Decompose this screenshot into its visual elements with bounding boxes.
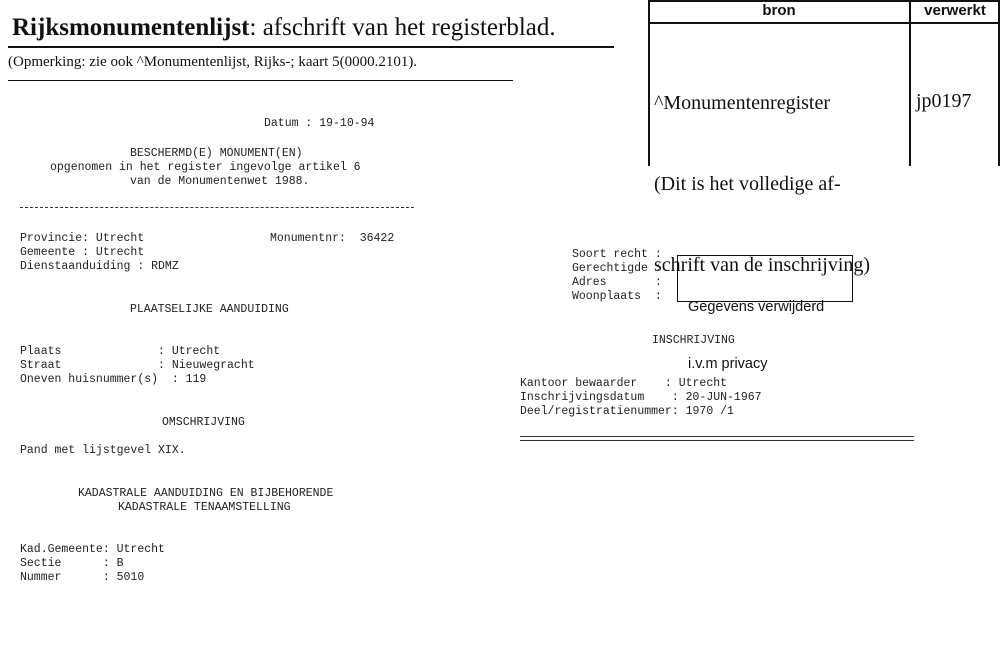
bron-line: ^Monumentenregister bbox=[654, 92, 831, 114]
owner-label-adres: Adres : bbox=[572, 276, 662, 289]
field-inschrijvingsdatum: Inschrijvingsdatum : 20-JUN-1967 bbox=[520, 391, 762, 404]
field-kantoor-bewaarder: Kantoor bewaarder : Utrecht bbox=[520, 377, 728, 390]
field-straat: Straat : Nieuwegracht bbox=[20, 359, 255, 372]
table-header-rule bbox=[648, 22, 1000, 24]
field-nummer: Nummer : 5010 bbox=[20, 571, 145, 584]
field-huisnummer: Oneven huisnummer(s) : 119 bbox=[20, 373, 207, 386]
note-rule bbox=[8, 80, 513, 81]
section-heading-omschrijving: OMSCHRIJVING bbox=[162, 416, 245, 429]
field-dienstaanduiding: Dienstaanduiding : RDMZ bbox=[20, 260, 179, 273]
section-heading-kadaster: KADASTRALE TENAAMSTELLING bbox=[118, 501, 291, 514]
double-rule-bottom bbox=[520, 440, 914, 441]
bron-line: schrift van de inschrijving) bbox=[654, 254, 871, 276]
privacy-line: Gegevens verwijderd bbox=[688, 299, 825, 315]
section-heading-local: PLAATSELIJKE AANDUIDING bbox=[130, 303, 289, 316]
field-sectie: Sectie : B bbox=[20, 557, 124, 570]
record-heading-line: BESCHERMD(E) MONUMENT(EN) bbox=[130, 147, 303, 160]
bron-line: (Dit is het volledige af- bbox=[654, 173, 841, 195]
document-title bbox=[12, 14, 556, 42]
title-rule bbox=[8, 46, 614, 48]
double-rule-top bbox=[520, 436, 914, 437]
table-border-left bbox=[648, 0, 650, 166]
field-monumentnr: Monumentnr: 36422 bbox=[270, 232, 395, 245]
owner-label-soort-recht: Soort recht : bbox=[572, 248, 662, 261]
section-heading-kadaster: KADASTRALE AANDUIDING EN BIJBEHORENDE bbox=[78, 487, 334, 500]
record-heading-line: opgenomen in het register ingevolge artikel 6 bbox=[50, 161, 361, 174]
document-title-rest: : afschrift van het registerblad. bbox=[249, 14, 556, 41]
field-omschrijving: Pand met lijstgevel XIX. bbox=[20, 444, 186, 457]
field-kad-gemeente: Kad.Gemeente: Utrecht bbox=[20, 543, 165, 556]
field-provincie: Provincie: Utrecht bbox=[20, 232, 145, 245]
section-heading-inschrijving: INSCHRIJVING bbox=[652, 334, 735, 347]
field-deel-registratienummer: Deel/registratienummer: 1970 /1 bbox=[520, 405, 734, 418]
document-note: (Opmerking: zie ook ^Monumentenlijst, Rijks-; kaart 5(0000.2101). bbox=[8, 54, 418, 70]
document-title-bold: Rijksmonumentenlijst bbox=[12, 14, 250, 41]
field-plaats: Plaats : Utrecht bbox=[20, 345, 221, 358]
source-table bbox=[648, 0, 1000, 276]
privacy-line: i.v.m privacy bbox=[688, 356, 768, 372]
column-header-bron: bron bbox=[762, 2, 796, 19]
dashed-separator bbox=[20, 207, 414, 208]
owner-label-woonplaats: Woonplaats : bbox=[572, 290, 662, 303]
cell-verwerkt: jp0197 bbox=[916, 90, 972, 112]
table-border-middle bbox=[909, 0, 911, 166]
record-heading-line: van de Monumentenwet 1988. bbox=[130, 175, 310, 188]
column-header-verwerkt: verwerkt bbox=[924, 2, 986, 19]
record-date: Datum : 19-10-94 bbox=[264, 117, 375, 130]
field-gemeente: Gemeente : Utrecht bbox=[20, 246, 145, 259]
owner-label-gerechtigde: Gerechtigde : bbox=[572, 262, 662, 275]
